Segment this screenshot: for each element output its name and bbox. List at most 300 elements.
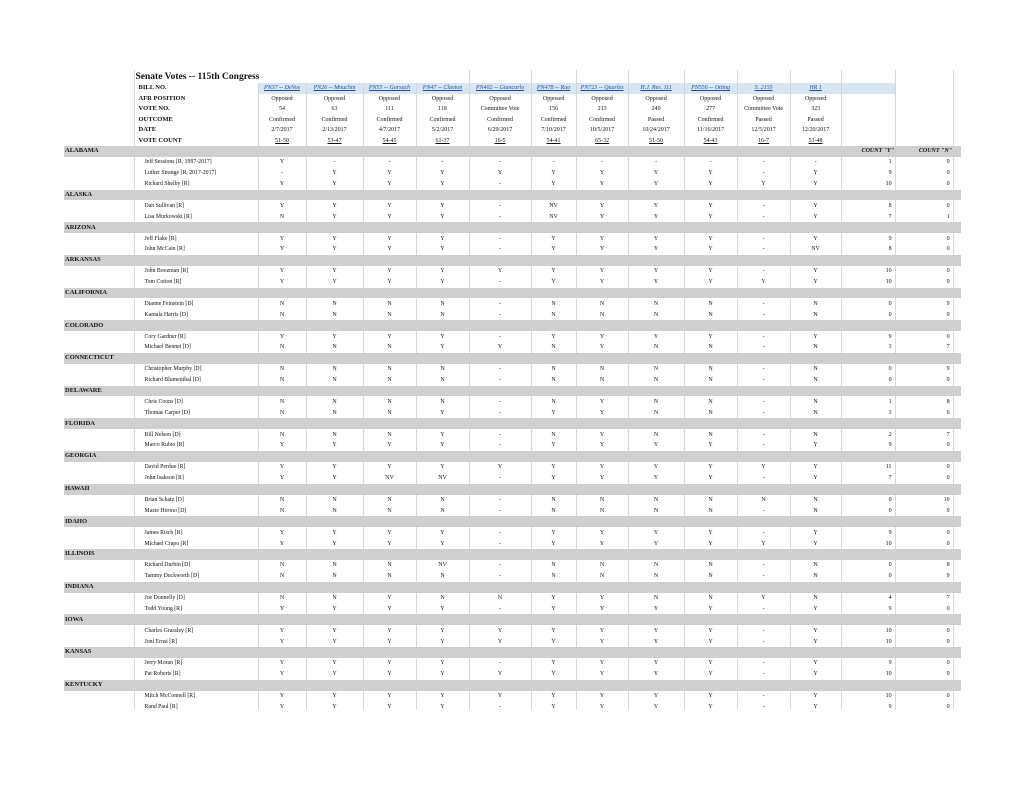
vote-cell: N	[306, 364, 363, 375]
vote-cell: N	[306, 298, 363, 309]
senator-name: Jeff Sessions [R, 1997-2017]	[134, 157, 258, 168]
spacer-cell	[64, 233, 134, 244]
vote-cell: N	[306, 309, 363, 320]
vote-cell: Y	[306, 691, 363, 702]
empty-cell	[895, 115, 953, 126]
vote-cell: N	[684, 429, 737, 440]
vote-cell: N	[363, 375, 416, 386]
vote-cell: Y	[684, 462, 737, 473]
vote-cell: N	[576, 375, 628, 386]
senator-name: David Perdue [R]	[134, 462, 258, 473]
empty-cell	[306, 146, 363, 157]
header-cell: 7/10/2017	[531, 125, 576, 136]
state-name: KANSAS	[64, 647, 134, 658]
empty-cell	[953, 190, 961, 201]
empty-cell	[628, 288, 684, 299]
empty-cell	[737, 549, 790, 560]
empty-cell	[953, 298, 961, 309]
vote-cell: Y	[416, 407, 469, 418]
spacer-cell	[64, 309, 134, 320]
vote-cell: Y	[576, 440, 628, 451]
empty-cell	[737, 353, 790, 364]
vote-cell: -	[576, 157, 628, 168]
bill-link[interactable]: PN556 -- Otting	[684, 83, 737, 94]
vote-cell: N	[306, 571, 363, 582]
empty-cell	[363, 516, 416, 527]
vote-cell: Y	[684, 538, 737, 549]
empty-cell	[953, 680, 961, 691]
vote-cell: -	[469, 440, 531, 451]
empty-cell	[469, 190, 531, 201]
vote-cell: -	[737, 298, 790, 309]
count-y: 0	[841, 571, 895, 582]
empty-cell	[576, 614, 628, 625]
empty-cell	[628, 647, 684, 658]
empty-cell	[258, 386, 306, 397]
bill-link[interactable]: PN26 -- Mnuchin	[306, 83, 363, 94]
vote-cell: Y	[790, 277, 841, 288]
vote-cell: N	[684, 593, 737, 604]
empty-cell	[576, 70, 628, 83]
count-n: 8	[895, 560, 953, 571]
vote-cell: N	[684, 407, 737, 418]
vote-cell: N	[576, 571, 628, 582]
count-y: 0	[841, 560, 895, 571]
spacer-cell	[64, 658, 134, 669]
senator-row	[64, 375, 961, 386]
count-n: 0	[895, 603, 953, 614]
vote-cell: Y	[576, 658, 628, 669]
empty-cell	[895, 83, 953, 94]
empty-cell	[953, 701, 961, 710]
empty-cell	[895, 222, 953, 233]
empty-cell	[363, 386, 416, 397]
vote-cell: -	[737, 244, 790, 255]
vote-cell: Y	[363, 701, 416, 710]
header-cell: Opposed	[306, 94, 363, 105]
empty-cell	[416, 680, 469, 691]
vote-cell: NV	[363, 473, 416, 484]
vote-cell: Y	[576, 277, 628, 288]
vote-cell: N	[416, 495, 469, 506]
votes-table-body	[64, 70, 961, 710]
state-name: GEORGIA	[64, 451, 134, 462]
vote-cell: Y	[628, 168, 684, 179]
empty-cell	[258, 582, 306, 593]
vote-cell: Y	[416, 168, 469, 179]
empty-cell	[953, 94, 961, 105]
vote-cell: Y	[531, 266, 576, 277]
empty-cell	[953, 571, 961, 582]
empty-cell	[895, 386, 953, 397]
empty-cell	[684, 549, 737, 560]
header-cell: Opposed	[531, 94, 576, 105]
empty-cell	[469, 647, 531, 658]
spacer-cell	[64, 603, 134, 614]
count-y: 10	[841, 625, 895, 636]
vote-cell: Y	[363, 603, 416, 614]
vote-cell: -	[737, 331, 790, 342]
vote-cell: N	[737, 495, 790, 506]
empty-cell	[134, 320, 258, 331]
empty-cell	[258, 418, 306, 429]
empty-cell	[258, 614, 306, 625]
header-label: OUTCOME	[134, 115, 258, 126]
vote-cell: N	[790, 560, 841, 571]
header-cell: 54-41	[531, 136, 576, 147]
empty-cell	[790, 516, 841, 527]
senator-name: Luther Strange [R, 2017-2017]	[134, 168, 258, 179]
empty-cell	[737, 582, 790, 593]
count-y: 7	[841, 473, 895, 484]
empty-cell	[895, 94, 953, 105]
bill-link[interactable]: H.J. Res. 111	[628, 83, 684, 94]
empty-cell	[953, 505, 961, 516]
header-cell: 5/2/2017	[416, 125, 469, 136]
empty-cell	[895, 516, 953, 527]
empty-cell	[953, 104, 961, 115]
vote-cell: Y	[531, 473, 576, 484]
count-n: 9	[895, 571, 953, 582]
vote-cell: Y	[576, 636, 628, 647]
empty-cell	[416, 418, 469, 429]
vote-cell: N	[306, 593, 363, 604]
empty-cell	[134, 647, 258, 658]
header-cell: Opposed	[576, 94, 628, 105]
bill-link[interactable]: PN723 -- Quarles	[576, 83, 628, 94]
empty-cell	[953, 462, 961, 473]
empty-cell	[628, 582, 684, 593]
spacer-cell	[64, 115, 134, 126]
empty-cell	[531, 386, 576, 397]
vote-cell: Y	[576, 211, 628, 222]
header-cell: 2/7/2017	[258, 125, 306, 136]
empty-cell	[953, 222, 961, 233]
vote-cell: Y	[684, 527, 737, 538]
vote-cell: -	[737, 658, 790, 669]
vote-cell: N	[628, 407, 684, 418]
empty-cell	[895, 549, 953, 560]
empty-cell	[790, 484, 841, 495]
bill-link[interactable]: PN47 -- Clayton	[416, 83, 469, 94]
count-y: 10	[841, 538, 895, 549]
vote-cell: Y	[576, 244, 628, 255]
vote-cell: N	[306, 375, 363, 386]
count-y: 7	[841, 211, 895, 222]
vote-cell: N	[258, 505, 306, 516]
vote-cell: Y	[469, 462, 531, 473]
senator-row	[64, 495, 961, 506]
empty-cell	[895, 320, 953, 331]
vote-cell: N	[363, 396, 416, 407]
vote-cell: Y	[416, 440, 469, 451]
header-cell: Confirmed	[576, 115, 628, 126]
count-n: 0	[895, 266, 953, 277]
state-row	[64, 222, 961, 233]
vote-cell: -	[790, 157, 841, 168]
empty-cell	[363, 320, 416, 331]
empty-cell	[895, 288, 953, 299]
senator-name: Jeff Flake [R]	[134, 233, 258, 244]
empty-cell	[576, 451, 628, 462]
vote-cell: Y	[306, 179, 363, 190]
vote-cell: N	[790, 407, 841, 418]
vote-cell: Y	[306, 658, 363, 669]
vote-cell: Y	[684, 277, 737, 288]
empty-cell	[953, 244, 961, 255]
senator-row	[64, 429, 961, 440]
spacer-cell	[64, 136, 134, 147]
empty-cell	[953, 691, 961, 702]
vote-cell: -	[737, 364, 790, 375]
vote-cell: Y	[363, 527, 416, 538]
vote-cell: Y	[469, 691, 531, 702]
count-n: 0	[895, 538, 953, 549]
vote-cell: Y	[363, 593, 416, 604]
empty-cell	[737, 288, 790, 299]
empty-cell	[953, 115, 961, 126]
empty-cell	[576, 386, 628, 397]
vote-cell: Y	[531, 527, 576, 538]
empty-cell	[953, 255, 961, 266]
vote-cell: -	[737, 375, 790, 386]
vote-cell: Y	[416, 701, 469, 710]
vote-cell: -	[469, 179, 531, 190]
empty-cell	[416, 320, 469, 331]
empty-cell	[576, 146, 628, 157]
senator-row	[64, 473, 961, 484]
empty-cell	[790, 549, 841, 560]
state-row	[64, 549, 961, 560]
vote-cell: N	[790, 342, 841, 353]
bill-link[interactable]: PN402 -- Giancarlo	[469, 83, 531, 94]
senator-row	[64, 505, 961, 516]
count-y: 10	[841, 277, 895, 288]
vote-cell: N	[531, 364, 576, 375]
empty-cell	[306, 680, 363, 691]
empty-cell	[895, 125, 953, 136]
empty-cell	[684, 614, 737, 625]
vote-cell: N	[258, 571, 306, 582]
empty-cell	[531, 288, 576, 299]
vote-cell: Y	[684, 473, 737, 484]
empty-cell	[895, 104, 953, 115]
vote-cell: Y	[469, 636, 531, 647]
header-cell: 4/7/2017	[363, 125, 416, 136]
empty-cell	[737, 190, 790, 201]
senator-row	[64, 669, 961, 680]
vote-cell: Y	[628, 603, 684, 614]
empty-cell	[576, 288, 628, 299]
vote-cell: N	[416, 593, 469, 604]
vote-cell: Y	[684, 168, 737, 179]
vote-cell: N	[790, 495, 841, 506]
header-cell: 51-48	[790, 136, 841, 147]
bill-link[interactable]: HR 1	[790, 83, 841, 94]
empty-cell	[258, 146, 306, 157]
vote-cell: Y	[416, 658, 469, 669]
vote-cell: Y	[416, 625, 469, 636]
vote-cell: Y	[531, 277, 576, 288]
empty-cell	[531, 516, 576, 527]
vote-cell: N	[258, 429, 306, 440]
spacer-cell	[64, 505, 134, 516]
header-cell: Committee Vote	[469, 104, 531, 115]
empty-cell	[953, 211, 961, 222]
senator-name: Rand Paul [R]	[134, 701, 258, 710]
vote-cell: Y	[416, 429, 469, 440]
empty-cell	[134, 146, 258, 157]
header-cell: 213	[576, 104, 628, 115]
vote-cell: Y	[790, 625, 841, 636]
spacer-cell	[64, 104, 134, 115]
vote-cell: N	[684, 495, 737, 506]
empty-cell	[953, 603, 961, 614]
empty-cell	[895, 614, 953, 625]
empty-cell	[628, 146, 684, 157]
header-label: VOTE COUNT	[134, 136, 258, 147]
vote-cell: Y	[790, 691, 841, 702]
empty-cell	[258, 680, 306, 691]
state-name: ALABAMA	[64, 146, 134, 157]
vote-cell: Y	[306, 669, 363, 680]
count-y: 9	[841, 331, 895, 342]
vote-cell: -	[737, 691, 790, 702]
senator-row	[64, 168, 961, 179]
vote-cell: N	[363, 505, 416, 516]
empty-cell	[953, 669, 961, 680]
empty-cell	[416, 386, 469, 397]
count-y: 2	[841, 429, 895, 440]
header-cell: 61-37	[416, 136, 469, 147]
title-row	[64, 70, 961, 83]
empty-cell	[306, 320, 363, 331]
vote-cell: Y	[531, 625, 576, 636]
senator-row	[64, 211, 961, 222]
vote-cell: -	[469, 298, 531, 309]
spacer-cell	[64, 211, 134, 222]
vote-cell: Y	[737, 277, 790, 288]
empty-cell	[737, 418, 790, 429]
votes-table	[64, 70, 961, 710]
empty-cell	[258, 647, 306, 658]
header-cell: Opposed	[416, 94, 469, 105]
vote-cell: Y	[790, 266, 841, 277]
vote-cell: Y	[258, 473, 306, 484]
empty-cell	[790, 320, 841, 331]
vote-cell: -	[737, 157, 790, 168]
bill-link[interactable]: PN55 -- Gorsuch	[363, 83, 416, 94]
empty-cell	[684, 451, 737, 462]
vote-cell: Y	[416, 669, 469, 680]
state-name: CONNECTICUT	[64, 353, 134, 364]
empty-cell	[469, 451, 531, 462]
count-y: 0	[841, 495, 895, 506]
vote-cell: -	[737, 603, 790, 614]
vote-cell: Y	[531, 331, 576, 342]
vote-cell: Y	[363, 233, 416, 244]
vote-cell: Y	[790, 603, 841, 614]
vote-cell: Y	[363, 200, 416, 211]
empty-cell	[628, 516, 684, 527]
empty-cell	[531, 146, 576, 157]
empty-cell	[953, 157, 961, 168]
vote-cell: N	[684, 298, 737, 309]
empty-cell	[469, 70, 531, 83]
empty-cell	[469, 418, 531, 429]
vote-cell: Y	[576, 179, 628, 190]
spacer-cell	[64, 266, 134, 277]
spacer-cell	[64, 331, 134, 342]
empty-cell	[469, 614, 531, 625]
empty-cell	[416, 353, 469, 364]
header-cell: Confirmed	[363, 115, 416, 126]
state-name: FLORIDA	[64, 418, 134, 429]
vote-cell: N	[790, 396, 841, 407]
vote-cell: NV	[416, 560, 469, 571]
count-n: 0	[895, 462, 953, 473]
empty-cell	[576, 418, 628, 429]
vote-cell: Y	[306, 527, 363, 538]
state-name: ARIZONA	[64, 222, 134, 233]
vote-cell: N	[531, 505, 576, 516]
senator-row	[64, 658, 961, 669]
bill-link[interactable]: PN37 -- DeVos	[258, 83, 306, 94]
spacer-cell	[64, 94, 134, 105]
empty-cell	[306, 386, 363, 397]
vote-cell: Y	[790, 440, 841, 451]
vote-cell: N	[416, 396, 469, 407]
empty-cell	[953, 386, 961, 397]
vote-cell: -	[737, 669, 790, 680]
empty-cell	[469, 320, 531, 331]
vote-cell: Y	[628, 691, 684, 702]
vote-cell: N	[628, 560, 684, 571]
bill-link[interactable]: S. 2155	[737, 83, 790, 94]
state-row	[64, 516, 961, 527]
vote-cell: Y	[258, 200, 306, 211]
vote-cell: N	[628, 429, 684, 440]
empty-cell	[416, 451, 469, 462]
empty-cell	[895, 484, 953, 495]
vote-cell: Y	[576, 342, 628, 353]
empty-cell	[953, 418, 961, 429]
empty-cell	[737, 516, 790, 527]
spacer-cell	[64, 168, 134, 179]
empty-cell	[628, 386, 684, 397]
senator-name: Todd Young [R]	[134, 603, 258, 614]
header-row-afr	[64, 94, 961, 105]
count-n: 10	[895, 495, 953, 506]
state-name: ARKANSAS	[64, 255, 134, 266]
vote-cell: N	[363, 560, 416, 571]
senator-name: Mitch McConnell [R]	[134, 691, 258, 702]
vote-cell: Y	[416, 691, 469, 702]
senator-row	[64, 440, 961, 451]
header-row-outcome	[64, 115, 961, 126]
vote-cell: Y	[628, 200, 684, 211]
vote-cell: N	[790, 505, 841, 516]
count-y: 11	[841, 462, 895, 473]
empty-cell	[363, 484, 416, 495]
empty-cell	[790, 190, 841, 201]
senator-name: Richard Shelby [R]	[134, 179, 258, 190]
empty-cell	[416, 190, 469, 201]
empty-cell	[841, 125, 895, 136]
bill-link[interactable]: PN478 -- Rao	[531, 83, 576, 94]
empty-cell	[684, 484, 737, 495]
vote-cell: Y	[684, 331, 737, 342]
